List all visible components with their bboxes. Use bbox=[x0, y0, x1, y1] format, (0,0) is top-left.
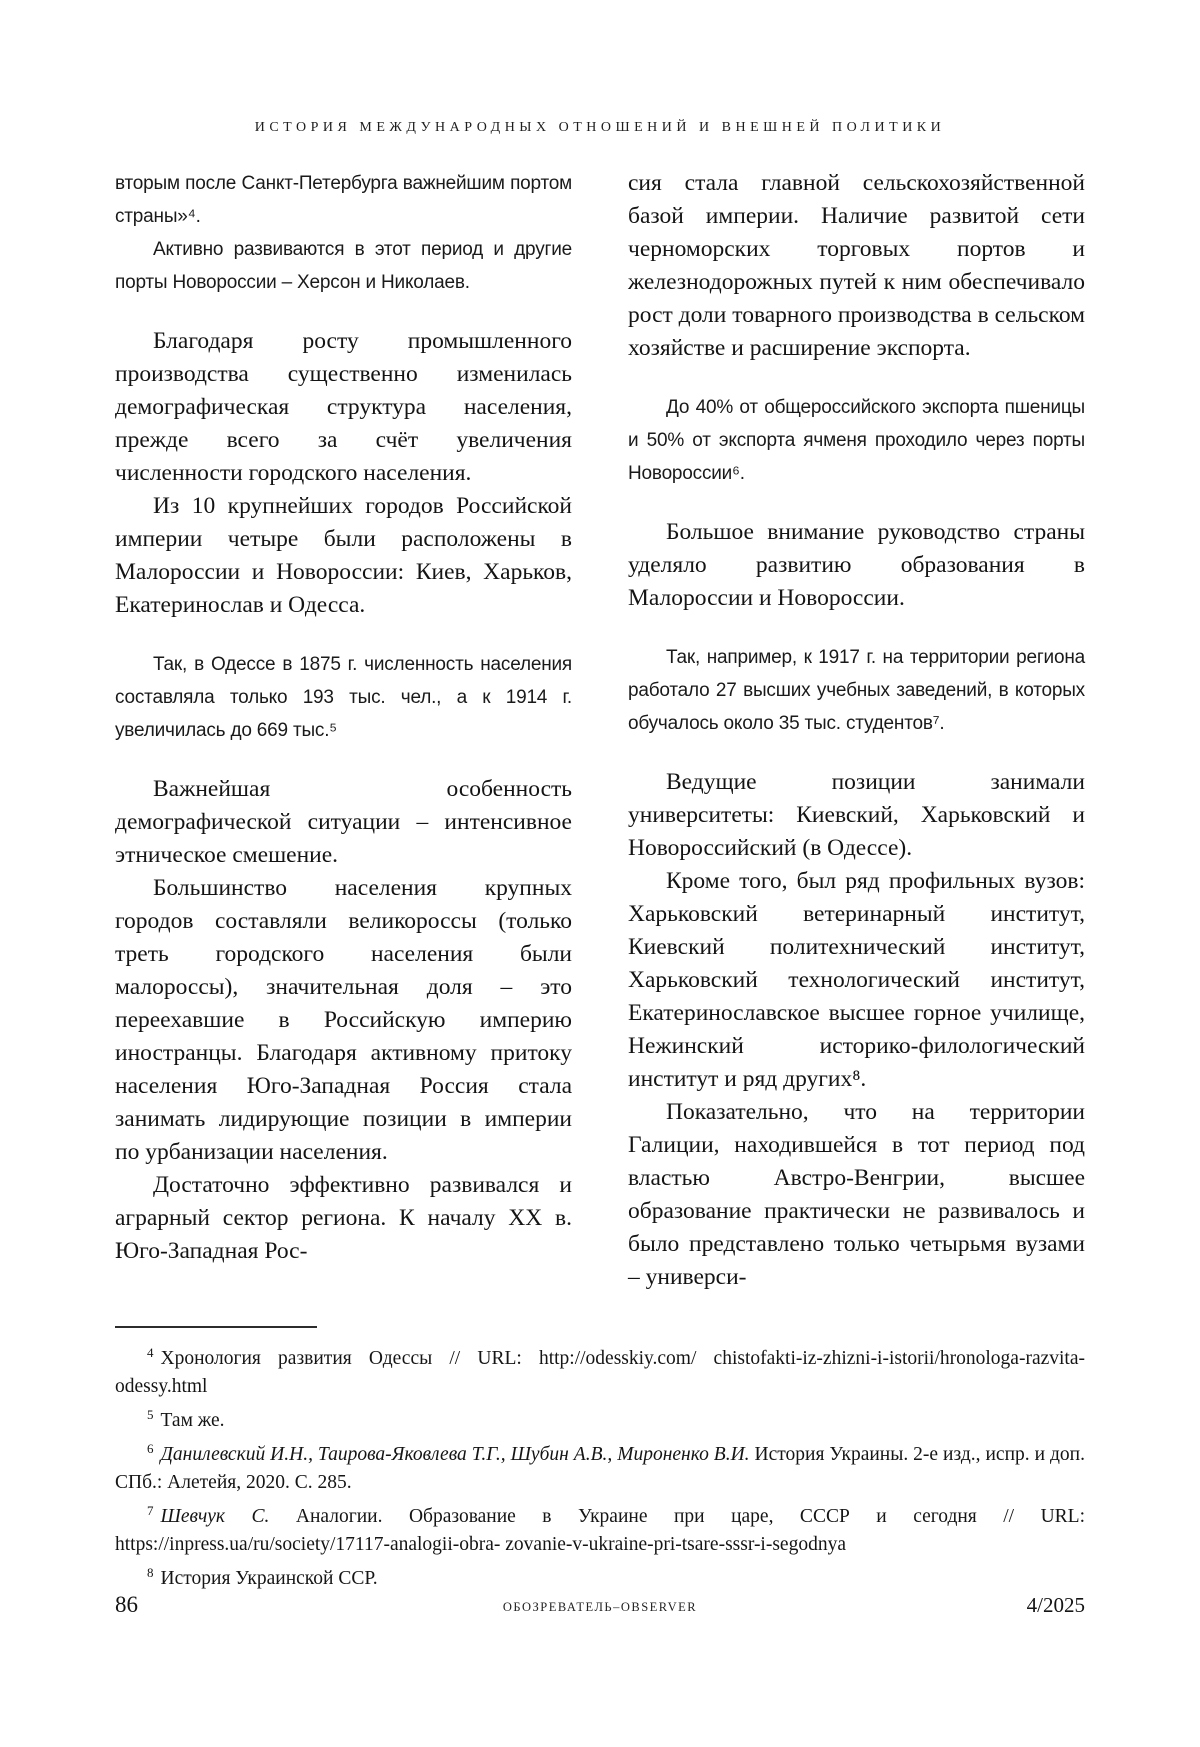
paragraph: Показательно, что на территории Галиции, находившейся в тот период под властью Австро-Венгрии, высшее образование практически не развивалось и было представлено только четырьмя вузами – универси- bbox=[628, 1099, 1085, 1290]
page-number: 86 bbox=[115, 1592, 138, 1617]
footnote-text: История Украины. 2-е изд., испр. и доп. СПб.: Алетейя, 2020. С. 285. bbox=[115, 1444, 1085, 1493]
footnote-text: Аналогии. Образование в Украине при царе, СССР и сегодня // URL: https://inpress.ua/ru/society/17117-analogii-obra- zovanie-v-ukraine-pri-tsare-sssr-i-segodnya bbox=[115, 1506, 1085, 1555]
journal-name: ОБОЗРЕВАТЕЛЬ–OBSERVER bbox=[502, 1600, 698, 1614]
footnote-divider bbox=[115, 1326, 317, 1328]
paragraph: Кроме того, был ряд профильных вузов: Харьковский ветеринарный институт, Киевский политехнический институт, Харьковский технологический институт, Екатеринославское высшее горное училище, Нежинский историко-филологический институт и ряд других⁸. bbox=[628, 868, 1085, 1092]
footnote-number: 4 bbox=[147, 1344, 154, 1360]
footnote-text: История Украинской ССР. bbox=[160, 1568, 378, 1589]
footnote bbox=[115, 1407, 1085, 1435]
paragraph: Так, например, к 1917 г. на территории региона работало 27 высших учебных заведений, в которых обучалось около 35 тыс. студентов⁷. bbox=[628, 647, 1085, 734]
footnote-number: 8 bbox=[147, 1564, 154, 1580]
paragraph: Большое внимание руководство страны уделяло развитию образования в Малороссии и Новороссии. bbox=[628, 519, 1085, 611]
footnote-text: Там же. bbox=[160, 1410, 225, 1431]
footnote bbox=[115, 1345, 1085, 1401]
footnote bbox=[115, 1503, 1085, 1559]
left-column bbox=[115, 167, 572, 1268]
text-columns bbox=[115, 167, 1085, 1294]
paragraph: Большинство населения крупных городов составляли великороссы (только треть городского населения были малороссы), значительная доля – это переехавшие в Российскую империю иностранцы. Благодаря активному притоку населения Юго-Западная Россия стала занимать лидирующие позиции в империи по урбанизации населения. bbox=[115, 875, 572, 1165]
paragraph: Достаточно эффективно развивался и аграрный сектор региона. К началу XX в. Юго-Западная Рос- bbox=[115, 1172, 572, 1264]
paragraph: Благодаря росту промышленного производства существенно изменилась демографическая структура населения, прежде всего за счёт увеличения численности городского населения. bbox=[115, 328, 572, 486]
footnote-number: 6 bbox=[147, 1440, 154, 1456]
paragraph: Ведущие позиции занимали университеты: Киевский, Харьковский и Новороссийский (в Одессе). bbox=[628, 769, 1085, 861]
footnote-number: 7 bbox=[147, 1502, 154, 1518]
footnote-number: 5 bbox=[147, 1406, 154, 1422]
paragraph: сия стала главной сельскохозяйственной базой империи. Наличие развитой сети черноморских торговых портов и железнодорожных путей к ним обеспечивало рост доли товарного производства в сельском хозяйстве и расширение экспорта. bbox=[628, 170, 1085, 361]
paragraph: До 40% от общероссийского экспорта пшеницы и 50% от экспорта ячменя проходило через порты Новороссии⁶. bbox=[628, 397, 1085, 484]
paragraph: Важнейшая особенность демографической ситуации – интенсивное этническое смешение. bbox=[115, 776, 572, 868]
footnote-authors: Данилевский И.Н., Таирова-Яковлева Т.Г., Шубин А.В., Мироненко В.И. bbox=[160, 1444, 750, 1465]
page-footer bbox=[115, 1588, 1085, 1618]
paragraph: Активно развиваются в этот период и другие порты Новороссии – Херсон и Николаев. bbox=[115, 239, 572, 293]
footnote bbox=[115, 1441, 1085, 1497]
paragraph: Из 10 крупнейших городов Российской империи четыре были расположены в Малороссии и Новороссии: Киев, Харьков, Екатеринослав и Одесса. bbox=[115, 493, 572, 618]
paragraph: Так, в Одессе в 1875 г. численность населения составляла только 193 тыс. чел., а к 1914 г. увеличилась до 669 тыс.⁵ bbox=[115, 654, 572, 741]
footnote-authors: Шевчук С. bbox=[160, 1506, 270, 1527]
paragraph: вторым после Санкт-Петербурга важнейшим портом страны»⁴. bbox=[115, 173, 572, 227]
footnotes bbox=[115, 1326, 1085, 1599]
issue-number: 4/2025 bbox=[1026, 1593, 1085, 1617]
right-column bbox=[628, 167, 1085, 1294]
running-head: ИСТОРИЯ МЕЖДУНАРОДНЫХ ОТНОШЕНИЙ И ВНЕШНЕЙ ПОЛИТИКИ bbox=[254, 120, 946, 135]
footnote-text: Хронология развития Одессы // URL: http://odesskiy.com/ chistofakti-iz-zhizni-i-istorii/hronologa-razvita-odessy.html bbox=[115, 1348, 1085, 1397]
